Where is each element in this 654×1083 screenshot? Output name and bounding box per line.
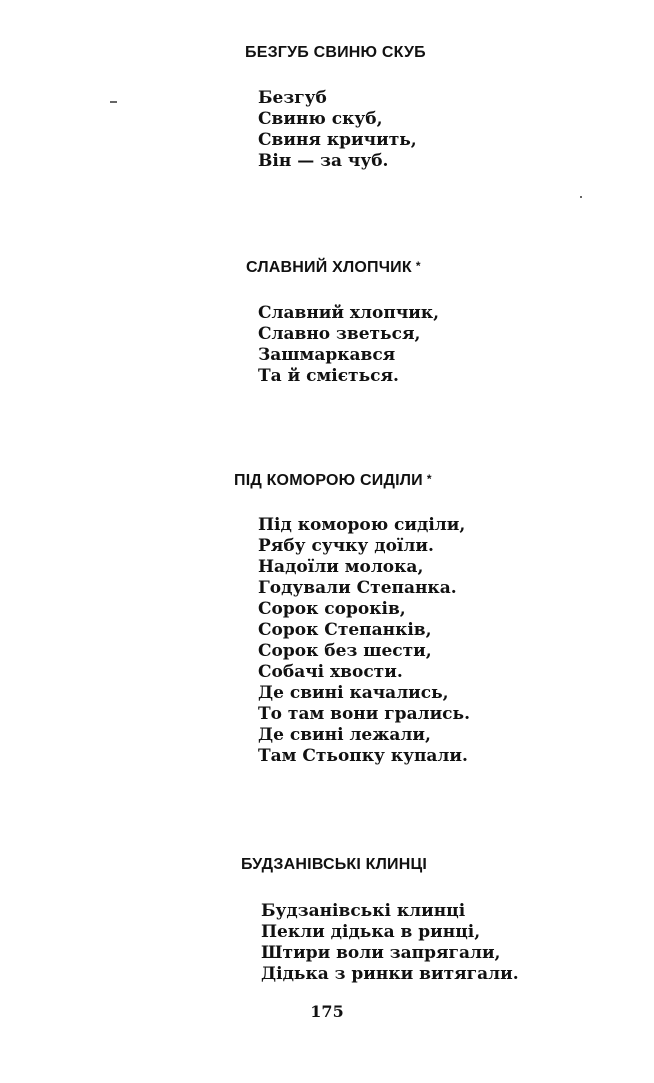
scan-speck [580, 196, 582, 198]
poem-line: Собачі хвости. [258, 662, 403, 682]
footnote-asterisk: * [415, 259, 421, 273]
poem-line: Дідька з ринки витягали. [261, 964, 519, 984]
poem-line: Де свині качались, [258, 683, 449, 703]
poem-line: Пекли дідька в ринці, [261, 922, 481, 942]
poem-line: Надоїли молока, [258, 557, 424, 577]
poem-line: Сорок Степанків, [258, 620, 432, 640]
poem-line: Сорок без шести, [258, 641, 432, 661]
poem-3-title: ПІД КОМОРОЮ СИДІЛИ * [234, 472, 432, 489]
poem-line: Там Стьопку купали. [258, 746, 468, 766]
poem-4-body [261, 901, 519, 985]
poem-line: Сорок сороків, [258, 599, 406, 619]
poem-2-title: СЛАВНИЙ ХЛОПЧИК * [246, 259, 421, 276]
poem-line: Славно зветься, [258, 324, 421, 344]
poem-line: Славний хлопчик, [258, 303, 440, 323]
poem-2-body [258, 303, 439, 387]
poem-line: Та й сміється. [258, 366, 399, 386]
poem-line: Будзанівські клинці [261, 901, 466, 921]
poem-4-title: БУДЗАНІВСЬКІ КЛИНЦІ [241, 856, 428, 873]
poem-line: Під коморою сиділи, [258, 515, 466, 535]
poem-1-title: БЕЗГУБ СВИНЮ СКУБ [245, 44, 426, 61]
poem-1-body [258, 88, 417, 172]
poem-line: Свиню скуб, [258, 109, 383, 129]
poem-line: Де свині лежали, [258, 725, 431, 745]
poem-line: То там вони грались. [258, 704, 470, 724]
poem-line: Годували Степанка. [258, 578, 457, 598]
page-number: 175 [310, 1002, 344, 1021]
poem-line: Зашмаркався [258, 345, 396, 365]
poem-line: Свиня кричить, [258, 130, 417, 150]
scan-speck [110, 101, 117, 103]
poem-line: Рябу сучку доїли. [258, 536, 434, 556]
poem-line: Він — за чуб. [258, 151, 389, 171]
footnote-asterisk: * [426, 472, 432, 486]
poem-line: Штири воли запрягали, [261, 943, 501, 963]
poem-line: Безгуб [258, 88, 327, 108]
poem-3-body [258, 515, 470, 767]
